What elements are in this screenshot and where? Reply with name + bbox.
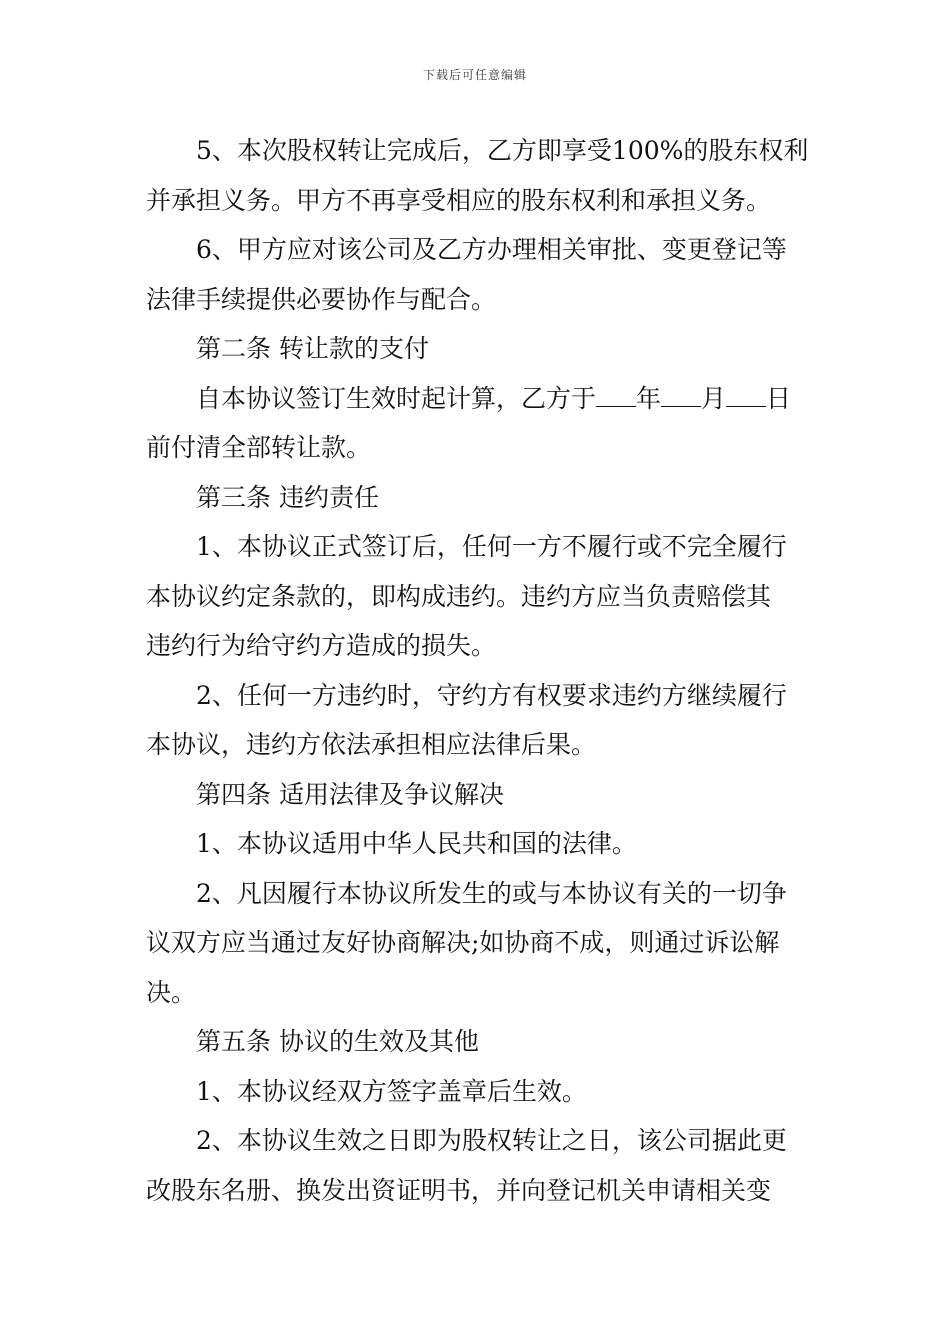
article-2-heading: 第二条 转让款的支付 [196,334,429,363]
clause-3-2-line-1: 2、任何一方违约时，守约方有权要求违约方继续履行 [196,680,787,710]
clause-3-1-line-2: 本协议约定条款的，即构成违约。违约方应当负责赔偿其 [146,581,772,611]
clause-5-2-line-2: 改股东名册、换发出资证明书，并向登记机关申请相关变 [146,1175,772,1205]
document-body [146,126,808,1215]
year-label: 年 [636,383,662,413]
clause-4-2-line-2: 议双方应当通过友好协商解决;如协商不成，则通过诉讼解 [146,928,780,957]
clause-5-2-line-1: 2、本协议生效之日即为股权转让之日，该公司据此更 [196,1126,787,1155]
month-blank [661,384,701,407]
clause-3-1-line-3: 违约行为给守约方造成的损失。 [146,631,497,660]
clause-3-2-line-2: 本协议，违约方依法承担相应法律后果。 [146,730,597,759]
article-2-line-1 [146,374,808,424]
clause-1-5-line-2: 并承担义务。甲方不再享受相应的股东权利和承担义务。 [146,185,772,215]
clause-4-2-line-1: 2、凡因履行本协议所发生的或与本协议有关的一切争 [196,878,787,908]
article-3-heading: 第三条 违约责任 [196,482,379,512]
day-label: 日 [766,383,792,413]
article-4-heading: 第四条 适用法律及争议解决 [196,779,504,809]
clause-3-1-line-1: 1、本协议正式签订后，任何一方不履行或不完全履行 [196,532,787,561]
year-blank [596,384,636,407]
day-blank [726,384,766,407]
clause-4-1: 1、本协议适用中华人民共和国的法律。 [196,829,637,858]
article-2-line-2: 前付清全部转让款。 [146,433,372,462]
clause-1-6-line-2: 法律手续提供必要协作与配合。 [146,284,497,314]
clause-4-2-line-3: 决。 [146,977,197,1007]
month-label: 月 [701,383,727,413]
clause-1-6-line-1: 6、甲方应对该公司及乙方办理相关审批、变更登记等 [196,235,787,264]
clause-1-5-line-1: 5、本次股权转让完成后，乙方即享受100%的股东权利 [196,136,808,165]
page-header: 下载后可任意编辑 [422,68,527,82]
article-5-heading: 第五条 协议的生效及其他 [196,1027,479,1056]
article-2-text: 自本协议签订生效时起计算，乙方于 [196,383,597,413]
clause-5-1: 1、本协议经双方签字盖章后生效。 [196,1076,587,1106]
